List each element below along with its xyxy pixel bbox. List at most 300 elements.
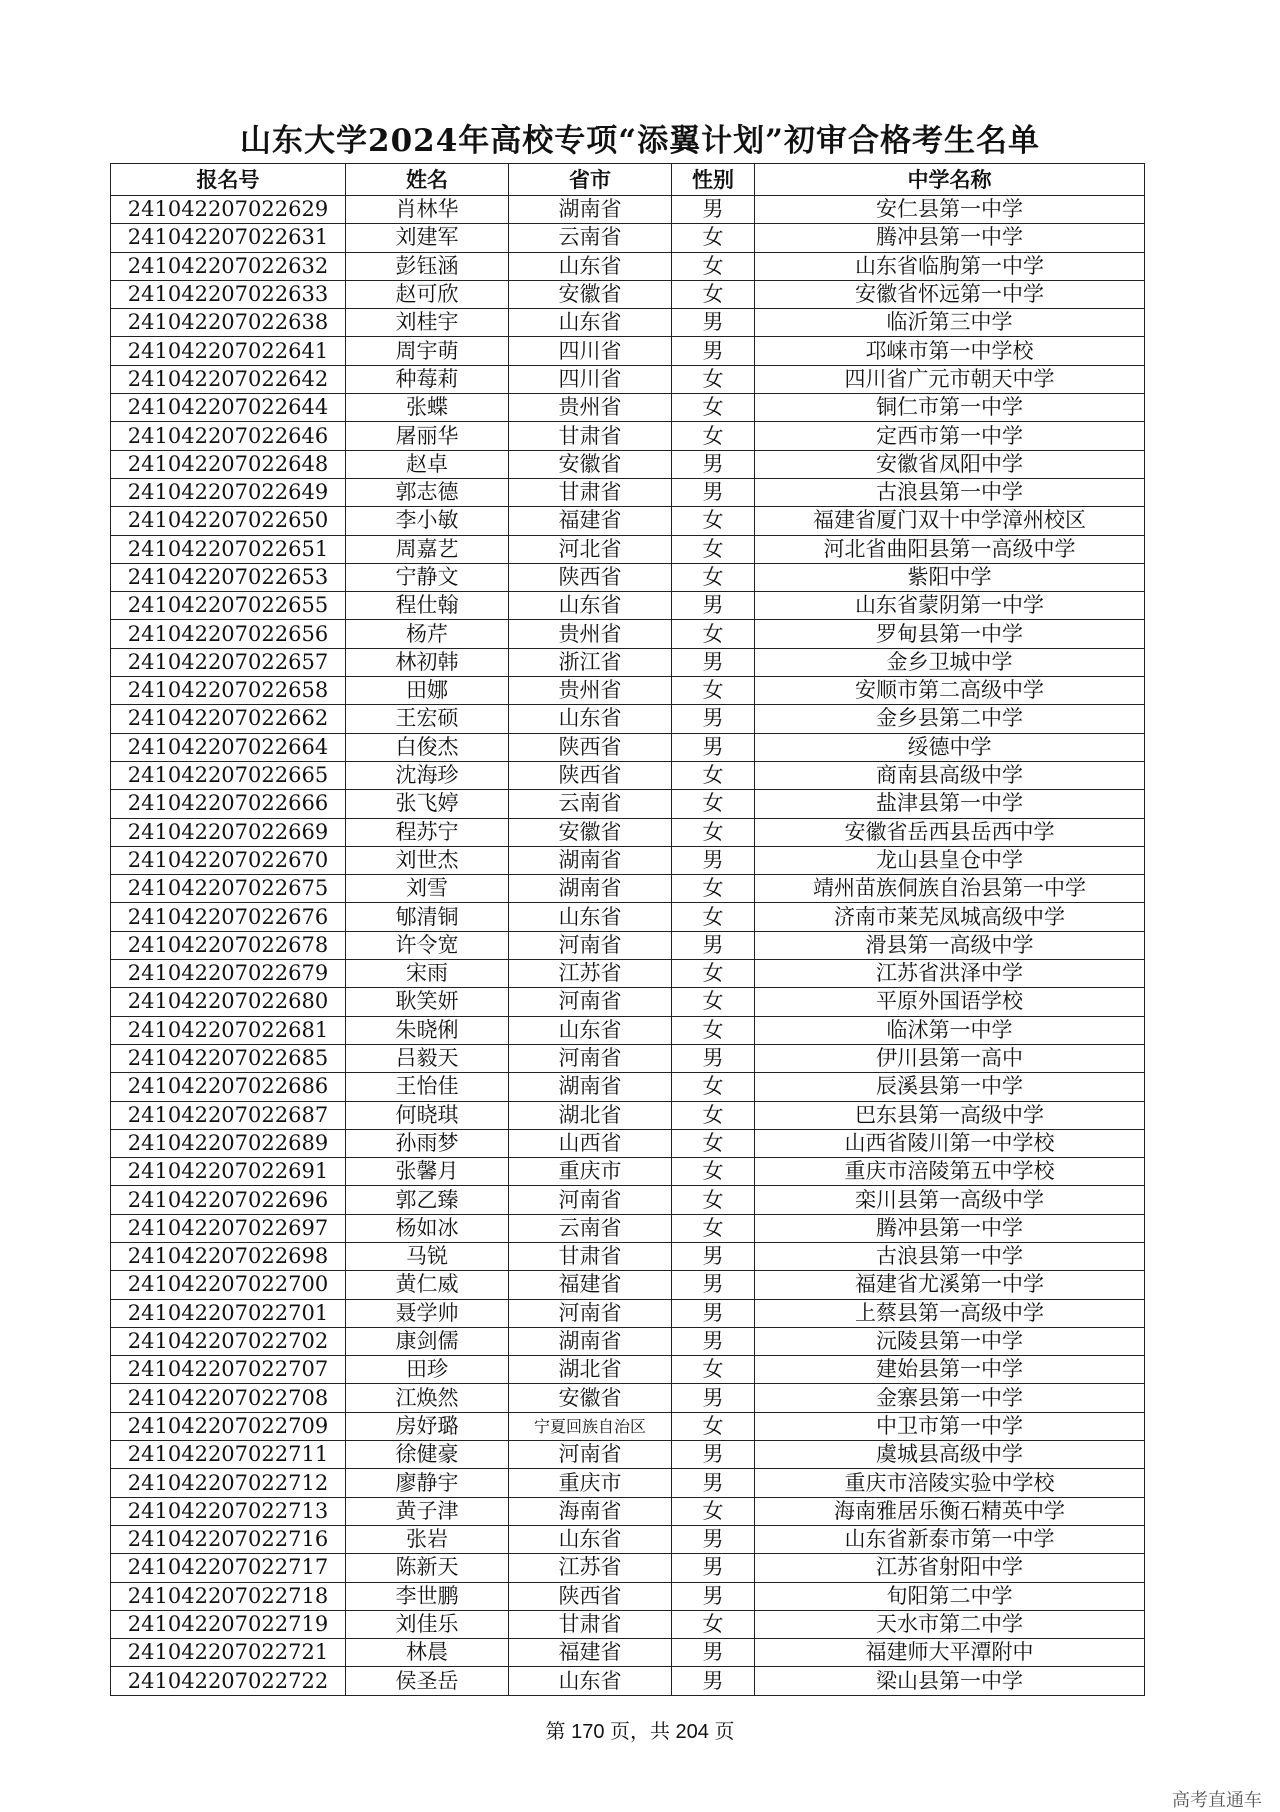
gender-cell: 女: [672, 620, 755, 648]
name-cell: 李小敏: [346, 507, 509, 535]
school-cell: 金寨县第一中学: [755, 1384, 1145, 1412]
school-cell: 福建省尤溪第一中学: [755, 1271, 1145, 1299]
gender-cell: 女: [672, 1073, 755, 1101]
province-cell: 贵州省: [509, 677, 672, 705]
province-cell: 安徽省: [509, 280, 672, 308]
name-cell: 廖静宇: [346, 1469, 509, 1497]
school-cell: 山东省新泰市第一中学: [755, 1525, 1145, 1553]
province-cell: 湖南省: [509, 1073, 672, 1101]
gender-cell: 女: [672, 1016, 755, 1044]
registration-no-cell: 241042207022664: [111, 733, 346, 761]
province-cell: 山西省: [509, 1129, 672, 1157]
name-cell: 周宇萌: [346, 337, 509, 365]
col-gender-header: 性别: [672, 164, 755, 196]
province-cell: 贵州省: [509, 620, 672, 648]
registration-no-cell: 241042207022686: [111, 1073, 346, 1101]
province-cell: 河北省: [509, 535, 672, 563]
school-cell: 盐津县第一中学: [755, 790, 1145, 818]
name-cell: 黄仁威: [346, 1271, 509, 1299]
registration-no-cell: 241042207022722: [111, 1667, 346, 1695]
registration-no-cell: 241042207022651: [111, 535, 346, 563]
table-row: [111, 1554, 1145, 1582]
registration-no-cell: 241042207022631: [111, 224, 346, 252]
registration-no-cell: 241042207022678: [111, 931, 346, 959]
page-footer: 第 170 页，共 204 页: [545, 1721, 735, 1743]
table-row: [111, 1610, 1145, 1638]
name-cell: 林初韩: [346, 648, 509, 676]
name-cell: 宁静文: [346, 563, 509, 591]
gender-cell: 女: [672, 790, 755, 818]
school-cell: 栾川县第一高级中学: [755, 1186, 1145, 1214]
name-cell: 程仕翰: [346, 592, 509, 620]
school-cell: 旬阳第二中学: [755, 1582, 1145, 1610]
registration-no-cell: 241042207022656: [111, 620, 346, 648]
gender-cell: 女: [672, 224, 755, 252]
name-cell: 李世鹏: [346, 1582, 509, 1610]
gender-cell: 女: [672, 1129, 755, 1157]
school-cell: 福建师大平潭附中: [755, 1639, 1145, 1667]
table-row: [111, 592, 1145, 620]
name-cell: 张蝶: [346, 394, 509, 422]
table-row: [111, 1667, 1145, 1695]
school-cell: 紫阳中学: [755, 563, 1145, 591]
table-row: [111, 337, 1145, 365]
table-row: [111, 1129, 1145, 1157]
table-row: [111, 960, 1145, 988]
name-cell: 郭乙臻: [346, 1186, 509, 1214]
col-registration-no-header: 报名号: [111, 164, 346, 196]
table-row: [111, 988, 1145, 1016]
province-cell: 四川省: [509, 365, 672, 393]
province-cell: 河南省: [509, 1044, 672, 1072]
school-cell: 重庆市涪陵实验中学校: [755, 1469, 1145, 1497]
name-cell: 林晨: [346, 1639, 509, 1667]
registration-no-cell: 241042207022719: [111, 1610, 346, 1638]
gender-cell: 女: [672, 988, 755, 1016]
province-cell: 云南省: [509, 1214, 672, 1242]
table-row: [111, 620, 1145, 648]
table-row: [111, 478, 1145, 506]
name-cell: 郇清铜: [346, 903, 509, 931]
province-cell: 福建省: [509, 507, 672, 535]
col-school-header: 中学名称: [755, 164, 1145, 196]
school-cell: 山东省蒙阴第一中学: [755, 592, 1145, 620]
table-row: [111, 280, 1145, 308]
table-row: [111, 563, 1145, 591]
table-row: [111, 1158, 1145, 1186]
registration-no-cell: 241042207022681: [111, 1016, 346, 1044]
registration-no-cell: 241042207022676: [111, 903, 346, 931]
table-row: [111, 1582, 1145, 1610]
watermark-text: 高考直通车: [1172, 1790, 1262, 1811]
table-row: [111, 1525, 1145, 1553]
name-cell: 周嘉艺: [346, 535, 509, 563]
name-cell: 张岩: [346, 1525, 509, 1553]
province-cell: 海南省: [509, 1497, 672, 1525]
school-cell: 安仁县第一中学: [755, 196, 1145, 224]
registration-no-cell: 241042207022689: [111, 1129, 346, 1157]
table-row: [111, 903, 1145, 931]
registration-no-cell: 241042207022641: [111, 337, 346, 365]
name-cell: 沈海珍: [346, 761, 509, 789]
table-row: [111, 1356, 1145, 1384]
table-row: [111, 648, 1145, 676]
province-cell: 湖北省: [509, 1356, 672, 1384]
registration-no-cell: 241042207022655: [111, 592, 346, 620]
table-row: [111, 931, 1145, 959]
gender-cell: 男: [672, 931, 755, 959]
registration-no-cell: 241042207022670: [111, 846, 346, 874]
col-name-header: 姓名: [346, 164, 509, 196]
registration-no-cell: 241042207022646: [111, 422, 346, 450]
registration-no-cell: 241042207022691: [111, 1158, 346, 1186]
school-cell: 靖州苗族侗族自治县第一中学: [755, 875, 1145, 903]
gender-cell: 女: [672, 252, 755, 280]
name-cell: 赵卓: [346, 450, 509, 478]
table-row: [111, 733, 1145, 761]
table-row: [111, 1497, 1145, 1525]
gender-cell: 男: [672, 733, 755, 761]
gender-cell: 男: [672, 846, 755, 874]
gender-cell: 男: [672, 196, 755, 224]
registration-no-cell: 241042207022698: [111, 1242, 346, 1270]
school-cell: 山东省临朐第一中学: [755, 252, 1145, 280]
school-cell: 金乡卫城中学: [755, 648, 1145, 676]
gender-cell: 男: [672, 648, 755, 676]
registration-no-cell: 241042207022700: [111, 1271, 346, 1299]
registration-no-cell: 241042207022666: [111, 790, 346, 818]
province-cell: 江苏省: [509, 1554, 672, 1582]
province-cell: 山东省: [509, 1667, 672, 1695]
name-cell: 黄子津: [346, 1497, 509, 1525]
province-cell: 重庆市: [509, 1158, 672, 1186]
table-row: [111, 1073, 1145, 1101]
province-cell: 湖北省: [509, 1101, 672, 1129]
school-cell: 海南雅居乐衡石精英中学: [755, 1497, 1145, 1525]
registration-no-cell: 241042207022721: [111, 1639, 346, 1667]
school-cell: 中卫市第一中学: [755, 1412, 1145, 1440]
school-cell: 重庆市涪陵第五中学校: [755, 1158, 1145, 1186]
applicant-table: [110, 163, 1145, 1696]
table-row: [111, 422, 1145, 450]
school-cell: 古浪县第一中学: [755, 1242, 1145, 1270]
gender-cell: 男: [672, 450, 755, 478]
province-cell: 甘肃省: [509, 1242, 672, 1270]
table-row: [111, 790, 1145, 818]
table-row: [111, 1271, 1145, 1299]
gender-cell: 女: [672, 1186, 755, 1214]
name-cell: 康剑儒: [346, 1327, 509, 1355]
name-cell: 刘建军: [346, 224, 509, 252]
gender-cell: 男: [672, 705, 755, 733]
gender-cell: 男: [672, 1582, 755, 1610]
gender-cell: 女: [672, 818, 755, 846]
gender-cell: 女: [672, 280, 755, 308]
name-cell: 程苏宁: [346, 818, 509, 846]
province-cell: 陕西省: [509, 733, 672, 761]
school-cell: 古浪县第一中学: [755, 478, 1145, 506]
school-cell: 商南县高级中学: [755, 761, 1145, 789]
registration-no-cell: 241042207022644: [111, 394, 346, 422]
table-row: [111, 1412, 1145, 1440]
province-cell: 陕西省: [509, 1582, 672, 1610]
table-row: [111, 1016, 1145, 1044]
province-cell: 云南省: [509, 790, 672, 818]
school-cell: 虞城县高级中学: [755, 1441, 1145, 1469]
registration-no-cell: 241042207022650: [111, 507, 346, 535]
registration-no-cell: 241042207022675: [111, 875, 346, 903]
province-cell: 安徽省: [509, 450, 672, 478]
registration-no-cell: 241042207022718: [111, 1582, 346, 1610]
table-row: [111, 1469, 1145, 1497]
gender-cell: 女: [672, 903, 755, 931]
school-cell: 福建省厦门双十中学漳州校区: [755, 507, 1145, 535]
table-row: [111, 224, 1145, 252]
province-cell: 陕西省: [509, 563, 672, 591]
school-cell: 伊川县第一高中: [755, 1044, 1145, 1072]
province-cell: 重庆市: [509, 1469, 672, 1497]
table-row: [111, 1242, 1145, 1270]
gender-cell: 男: [672, 1667, 755, 1695]
gender-cell: 男: [672, 337, 755, 365]
table-row: [111, 818, 1145, 846]
province-cell: 山东省: [509, 309, 672, 337]
school-cell: 河北省曲阳县第一高级中学: [755, 535, 1145, 563]
province-cell: 河南省: [509, 1441, 672, 1469]
school-cell: 临沂第三中学: [755, 309, 1145, 337]
registration-no-cell: 241042207022713: [111, 1497, 346, 1525]
school-cell: 辰溪县第一中学: [755, 1073, 1145, 1101]
name-cell: 屠丽华: [346, 422, 509, 450]
table-row: [111, 677, 1145, 705]
name-cell: 陈新天: [346, 1554, 509, 1582]
registration-no-cell: 241042207022665: [111, 761, 346, 789]
school-cell: 安徽省怀远第一中学: [755, 280, 1145, 308]
province-cell: 宁夏回族自治区: [509, 1412, 672, 1440]
col-province-header: 省市: [509, 164, 672, 196]
table-row: [111, 1186, 1145, 1214]
gender-cell: 女: [672, 1610, 755, 1638]
name-cell: 刘雪: [346, 875, 509, 903]
school-cell: 江苏省射阳中学: [755, 1554, 1145, 1582]
school-cell: 济南市莱芜凤城高级中学: [755, 903, 1145, 931]
gender-cell: 女: [672, 960, 755, 988]
registration-no-cell: 241042207022717: [111, 1554, 346, 1582]
province-cell: 浙江省: [509, 648, 672, 676]
header-row: [111, 164, 1145, 196]
school-cell: 定西市第一中学: [755, 422, 1145, 450]
province-cell: 湖南省: [509, 875, 672, 903]
gender-cell: 男: [672, 1469, 755, 1497]
gender-cell: 女: [672, 677, 755, 705]
table-row: [111, 309, 1145, 337]
table-row: [111, 1441, 1145, 1469]
registration-no-cell: 241042207022716: [111, 1525, 346, 1553]
gender-cell: 男: [672, 309, 755, 337]
name-cell: 房妤璐: [346, 1412, 509, 1440]
table-row: [111, 761, 1145, 789]
province-cell: 湖南省: [509, 846, 672, 874]
registration-no-cell: 241042207022657: [111, 648, 346, 676]
table-row: [111, 1327, 1145, 1355]
table-row: [111, 875, 1145, 903]
school-cell: 滑县第一高级中学: [755, 931, 1145, 959]
school-cell: 临沭第一中学: [755, 1016, 1145, 1044]
table-row: [111, 1044, 1145, 1072]
table-row: [111, 535, 1145, 563]
page-title: 山东大学2024年高校专项“添翼计划”初审合格考生名单: [240, 123, 1040, 159]
school-cell: 邛崃市第一中学校: [755, 337, 1145, 365]
registration-no-cell: 241042207022648: [111, 450, 346, 478]
name-cell: 田娜: [346, 677, 509, 705]
name-cell: 许令宽: [346, 931, 509, 959]
table-row: [111, 846, 1145, 874]
registration-no-cell: 241042207022632: [111, 252, 346, 280]
name-cell: 刘世杰: [346, 846, 509, 874]
school-cell: 腾冲县第一中学: [755, 1214, 1145, 1242]
registration-no-cell: 241042207022669: [111, 818, 346, 846]
province-cell: 湖南省: [509, 1327, 672, 1355]
province-cell: 河南省: [509, 988, 672, 1016]
registration-no-cell: 241042207022662: [111, 705, 346, 733]
table-row: [111, 1384, 1145, 1412]
province-cell: 江苏省: [509, 960, 672, 988]
table-row: [111, 1299, 1145, 1327]
table-row: [111, 507, 1145, 535]
name-cell: 王怡佳: [346, 1073, 509, 1101]
name-cell: 张飞婷: [346, 790, 509, 818]
table-row: [111, 705, 1145, 733]
name-cell: 杨如冰: [346, 1214, 509, 1242]
school-cell: 铜仁市第一中学: [755, 394, 1145, 422]
gender-cell: 男: [672, 592, 755, 620]
name-cell: 孙雨梦: [346, 1129, 509, 1157]
school-cell: 梁山县第一中学: [755, 1667, 1145, 1695]
gender-cell: 男: [672, 1044, 755, 1072]
province-cell: 甘肃省: [509, 1610, 672, 1638]
province-cell: 福建省: [509, 1271, 672, 1299]
province-cell: 山东省: [509, 1016, 672, 1044]
province-cell: 山东省: [509, 903, 672, 931]
name-cell: 刘佳乐: [346, 1610, 509, 1638]
gender-cell: 男: [672, 1327, 755, 1355]
school-cell: 上蔡县第一高级中学: [755, 1299, 1145, 1327]
gender-cell: 女: [672, 563, 755, 591]
province-cell: 贵州省: [509, 394, 672, 422]
name-cell: 白俊杰: [346, 733, 509, 761]
registration-no-cell: 241042207022685: [111, 1044, 346, 1072]
gender-cell: 女: [672, 422, 755, 450]
name-cell: 田珍: [346, 1356, 509, 1384]
province-cell: 山东省: [509, 1525, 672, 1553]
gender-cell: 女: [672, 1214, 755, 1242]
province-cell: 河南省: [509, 1186, 672, 1214]
name-cell: 朱晓俐: [346, 1016, 509, 1044]
name-cell: 徐健豪: [346, 1441, 509, 1469]
province-cell: 陕西省: [509, 761, 672, 789]
table-row: [111, 1639, 1145, 1667]
province-cell: 安徽省: [509, 1384, 672, 1412]
school-cell: 山西省陵川第一中学校: [755, 1129, 1145, 1157]
registration-no-cell: 241042207022702: [111, 1327, 346, 1355]
table-row: [111, 252, 1145, 280]
registration-no-cell: 241042207022658: [111, 677, 346, 705]
registration-no-cell: 241042207022696: [111, 1186, 346, 1214]
name-cell: 王宏硕: [346, 705, 509, 733]
school-cell: 罗甸县第一中学: [755, 620, 1145, 648]
gender-cell: 女: [672, 394, 755, 422]
registration-no-cell: 241042207022649: [111, 478, 346, 506]
school-cell: 巴东县第一高级中学: [755, 1101, 1145, 1129]
gender-cell: 女: [672, 1101, 755, 1129]
name-cell: 杨芹: [346, 620, 509, 648]
table-body: [111, 196, 1145, 1696]
gender-cell: 女: [672, 1412, 755, 1440]
school-cell: 建始县第一中学: [755, 1356, 1145, 1384]
gender-cell: 男: [672, 1299, 755, 1327]
gender-cell: 女: [672, 761, 755, 789]
table-header: [111, 164, 1145, 196]
province-cell: 河南省: [509, 1299, 672, 1327]
province-cell: 四川省: [509, 337, 672, 365]
table-row: [111, 1101, 1145, 1129]
table-row: [111, 394, 1145, 422]
name-cell: 彭钰涵: [346, 252, 509, 280]
gender-cell: 女: [672, 1356, 755, 1384]
school-cell: 江苏省洪泽中学: [755, 960, 1145, 988]
school-cell: 腾冲县第一中学: [755, 224, 1145, 252]
table-row: [111, 365, 1145, 393]
gender-cell: 男: [672, 478, 755, 506]
province-cell: 甘肃省: [509, 422, 672, 450]
registration-no-cell: 241042207022687: [111, 1101, 346, 1129]
province-cell: 山东省: [509, 252, 672, 280]
registration-no-cell: 241042207022680: [111, 988, 346, 1016]
school-cell: 四川省广元市朝天中学: [755, 365, 1145, 393]
name-cell: 吕毅天: [346, 1044, 509, 1072]
name-cell: 种莓莉: [346, 365, 509, 393]
gender-cell: 女: [672, 1497, 755, 1525]
province-cell: 河南省: [509, 931, 672, 959]
table-row: [111, 196, 1145, 224]
name-cell: 宋雨: [346, 960, 509, 988]
name-cell: 马锐: [346, 1242, 509, 1270]
name-cell: 肖林华: [346, 196, 509, 224]
gender-cell: 男: [672, 1242, 755, 1270]
name-cell: 郭志德: [346, 478, 509, 506]
province-cell: 山东省: [509, 592, 672, 620]
registration-no-cell: 241042207022711: [111, 1441, 346, 1469]
school-cell: 天水市第二中学: [755, 1610, 1145, 1638]
registration-no-cell: 241042207022638: [111, 309, 346, 337]
registration-no-cell: 241042207022701: [111, 1299, 346, 1327]
name-cell: 江焕然: [346, 1384, 509, 1412]
school-cell: 金乡县第二中学: [755, 705, 1145, 733]
name-cell: 赵可欣: [346, 280, 509, 308]
gender-cell: 男: [672, 1384, 755, 1412]
school-cell: 安徽省凤阳中学: [755, 450, 1145, 478]
name-cell: 耿笑妍: [346, 988, 509, 1016]
school-cell: 沅陵县第一中学: [755, 1327, 1145, 1355]
province-cell: 湖南省: [509, 196, 672, 224]
school-cell: 平原外国语学校: [755, 988, 1145, 1016]
gender-cell: 男: [672, 1441, 755, 1469]
registration-no-cell: 241042207022629: [111, 196, 346, 224]
school-cell: 安徽省岳西县岳西中学: [755, 818, 1145, 846]
table-row: [111, 1214, 1145, 1242]
table-row: [111, 450, 1145, 478]
registration-no-cell: 241042207022712: [111, 1469, 346, 1497]
